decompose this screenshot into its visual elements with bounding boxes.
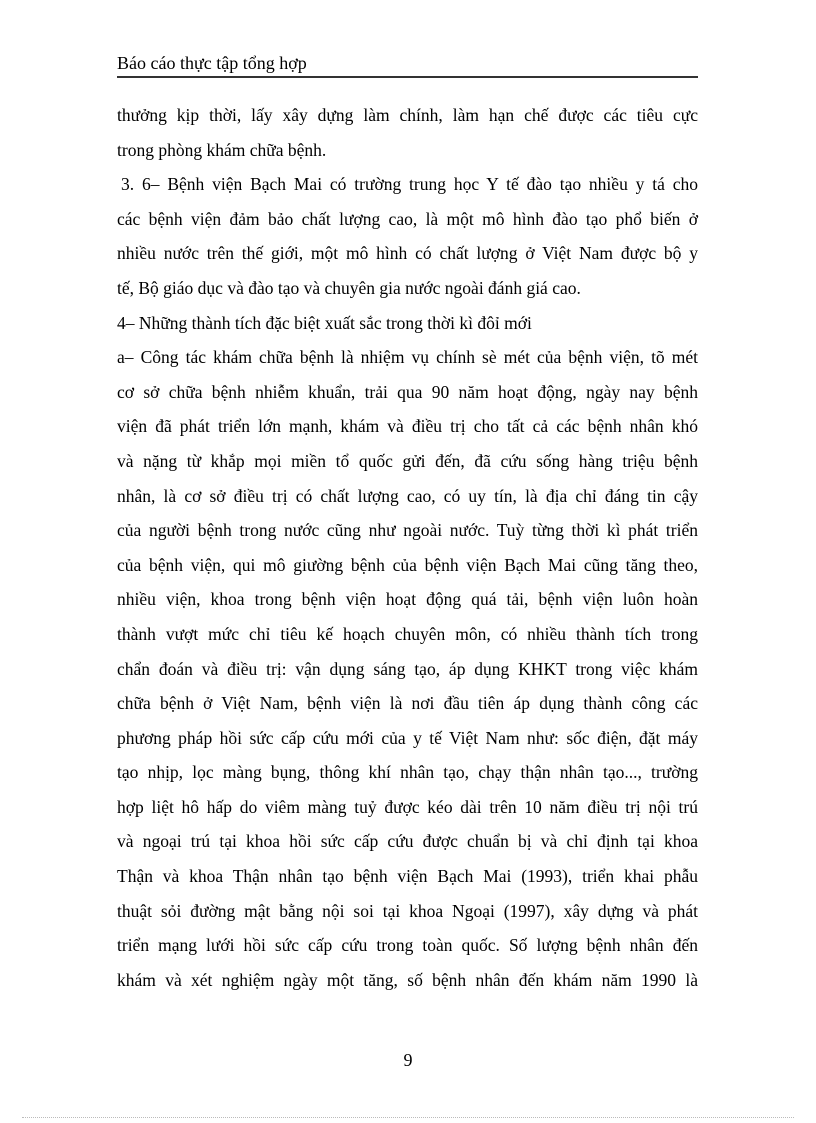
text-line: 4– Những thành tích đặc biệt xuất sắc trong thời kì đôỉ mới (117, 312, 532, 333)
text-line: nhiều nước trên thế giới, một mô hình có chất lượng ở Việt Nam được bộ y (117, 243, 698, 264)
text-line: Thận và khoa Thận nhân tạo bệnh viện Bạch Mai (1993), triển khai phẫu (117, 866, 698, 887)
text-line: phương pháp hồi sức cấp cứu mới của y tế Việt Nam như: sốc điện, đặt máy (117, 727, 698, 748)
text-line: các bệnh viện đảm bảo chất lượng cao, là một mô hình đào tạo phổ biến ở (117, 208, 698, 229)
text-line: nhân, là cơ sở điều trị có chất lượng cao, có uy tín, là địa chỉ đáng tin cậy (117, 485, 698, 506)
text-line: a– Công tác khám chữa bệnh là nhiệm vụ chính sè mét của bệnh viện, tõ mét (117, 347, 698, 368)
text-line: tạo nhịp, lọc màng bụng, thông khí nhân tạo, chạy thận nhân tạo..., trường (117, 762, 698, 783)
text-line: trong phòng khám chữa bệnh. (117, 139, 327, 160)
text-line: và nặng từ khắp mọi miền tổ quốc gửi đến, đã cứu sống hàng triệu bệnh (117, 450, 698, 471)
text-line: của bệnh viện, qui mô giường bệnh của bệnh viện Bạch Mai cũng tăng theo, (117, 554, 698, 575)
text-line: khám và xét nghiệm ngày một tăng, số bệnh nhân đến khám năm 1990 là (117, 969, 698, 990)
text-line: triển mạng lưới hồi sức cấp cứu trong toàn quốc. Số lượng bệnh nhân đến (117, 935, 698, 956)
text-line: thành vượt mức chỉ tiêu kế hoạch chuyên môn, có nhiều thành tích trong (117, 623, 698, 644)
text-line: nhiều viện, khoa trong bệnh viện hoạt động quá tải, bệnh viện luôn hoàn (117, 589, 698, 610)
text-line: viện đã phát triển lớn mạnh, khám và điều trị cho tất cả các bệnh nhân khó (117, 416, 698, 437)
page-border-divider (22, 1117, 794, 1118)
page-header: Báo cáo thực tập tổng hợp (117, 53, 698, 78)
page-number: 9 (403, 1050, 413, 1070)
text-line: thưởng kịp thời, lấy xây dựng làm chính, làm hạn chế được các tiêu cực (117, 105, 698, 125)
text-line: hợp liệt hô hấp do viêm màng tuỷ được kéo dài trên 10 năm điều trị nội trú (117, 796, 698, 817)
text-line: cơ sở chữa bệnh nhiễm khuẩn, trải qua 90 năm hoạt động, ngày nay bệnh (117, 381, 698, 402)
text-line: của người bệnh trong nước cũng như ngoài nước. Tuỳ từng thời kì phát triển (117, 520, 698, 541)
text-line: và ngoại trú tại khoa hồi sức cấp cứu được chuẩn bị và chỉ định tại khoa (117, 831, 698, 852)
text-line: tế, Bộ giáo dục và đào tạo và chuyên gia nước ngoài đánh giá cao. (117, 277, 581, 298)
text-line: chẩn đoán và điều trị: vận dụng sáng tạo, áp dụng KHKT trong việc khám (117, 658, 698, 679)
text-line: 3. 6– Bệnh viện Bạch Mai có trường trung học Y tế đào tạo nhiều y tá cho (121, 174, 698, 195)
document-body (117, 100, 698, 999)
text-line: thuật sỏi đường mật bằng nội soi tại khoa Ngoại (1997), xây dựng và phát (117, 900, 698, 921)
text-line: chữa bệnh ở Việt Nam, bệnh viện là nơi đầu tiên áp dụng thành công các (117, 693, 698, 714)
